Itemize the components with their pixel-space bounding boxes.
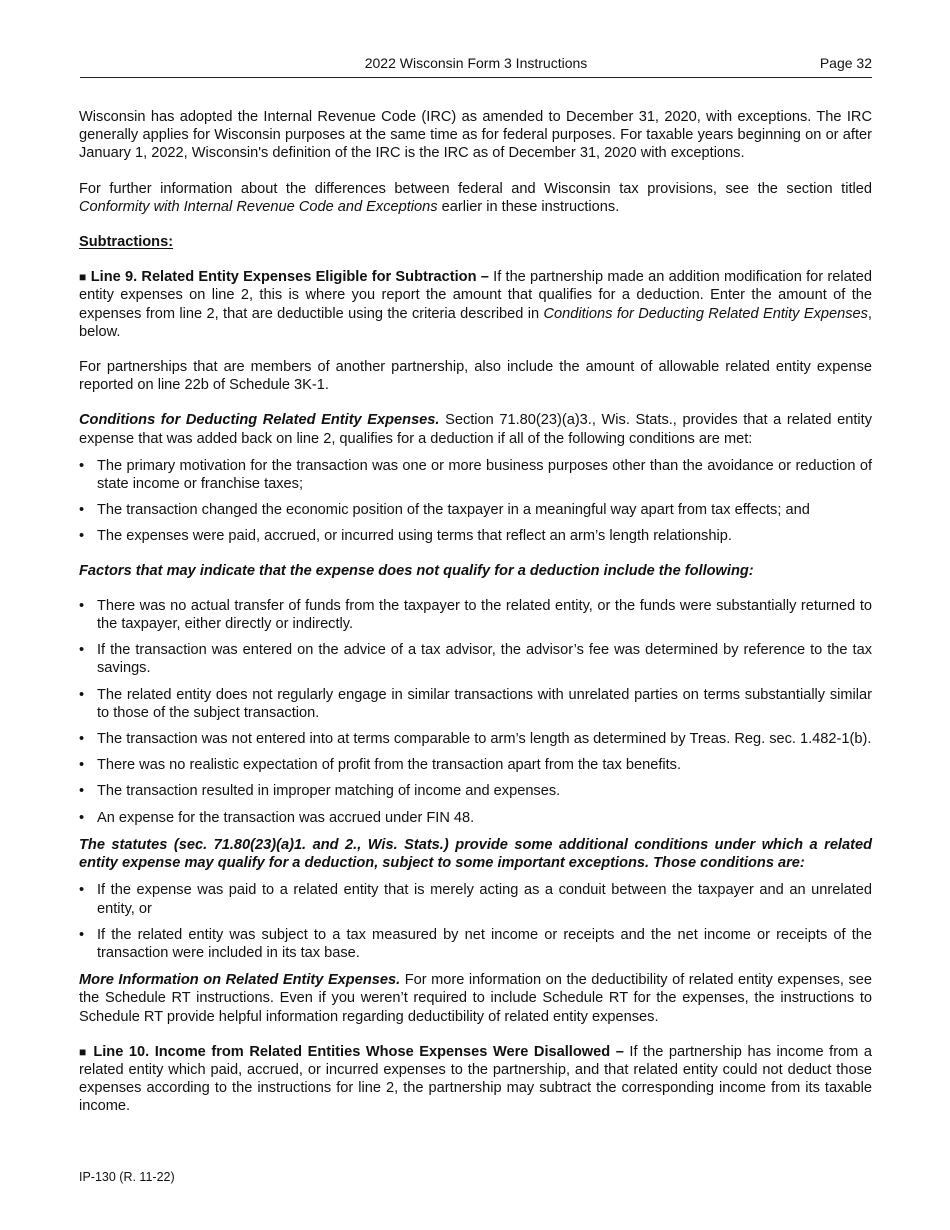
list-item: • If the expense was paid to a related entity that is merely acting as a conduit between the taxpayer and an unrelated entity, or [79,882,872,917]
conditions-reference: Conditions for Deducting Related Entity Expenses [543,305,868,322]
conditions-heading: Conditions for Deducting Related Entity Expenses. [79,412,440,429]
page-header [80,55,872,78]
square-bullet-icon: ■ [79,1044,88,1059]
line9-paragraph: ■ Line 9. Related Entity Expenses Eligible for Subtraction – If the partnership made an addition modification for related entity expenses on line 2, this is where you report the amount that qualifies for a deduction. Enter the amount of the expenses from line 2, that are deductible using the criteria described in Conditions for Deducting Related Entity Expenses, below. [79,269,872,340]
conditions-list [79,457,872,546]
bullet-icon: • [79,882,85,899]
more-info-heading: More Information on Related Entity Expenses. [79,972,401,989]
bullet-icon: • [79,457,85,474]
further-info-paragraph: For further information about the differences between federal and Wisconsin tax provisions, see the section titled Conformity with Internal Revenue Code and Exceptions earlier in these instructions. [79,180,872,215]
subtractions-heading: Subtractions: [79,234,174,251]
line10-paragraph: ■ Line 10. Income from Related Entities Whose Expenses Were Disallowed – If the partnership has income from a related entity which paid, accrued, or incurred expenses to the partnership, and that related entity could not deduct those expenses according to the instructions for line 2, the partnership may subtract the corresponding income from its taxable income. [79,1043,873,1115]
list-item: • There was no actual transfer of funds from the taxpayer to the related entity, or the funds were substantially returned to the taxpayer, either directly or indirectly. [79,597,872,633]
partnership-members-paragraph: For partnerships that are members of another partnership, also include the amount of allowable related entity expense reported on line 22b of Schedule 3K-1. [79,359,872,394]
bullet-icon: • [79,757,85,774]
list-item: • The expenses were paid, accrued, or incurred using terms that reflect an arm’s length relationship. [79,528,732,545]
document-title: 2022 Wisconsin Form 3 Instructions [364,55,588,71]
bullet-icon: • [79,809,85,826]
square-bullet-icon: ■ [79,270,87,285]
conformity-reference: Conformity with Internal Revenue Code and Exceptions [79,198,438,215]
factors-list [79,597,872,827]
list-item: • The transaction changed the economic position of the taxpayer in a meaningful way apart from tax effects; and [79,502,810,519]
line10-title: Line 10. Income from Related Entities Whose Expenses Were Disallowed – [93,1043,624,1060]
irc-paragraph: Wisconsin has adopted the Internal Revenue Code (IRC) as amended to December 31, 2020, with exceptions. The IRC generally applies for Wisconsin purposes at the same time as for federal purposes. For taxable years beginning on or after January 1, 2022, Wisconsin's definition of the IRC is the IRC as of December 31, 2020 with exceptions. [79,109,872,162]
list-item: • The related entity does not regularly engage in similar transactions with unrelated parties on terms substantially similar to those of the subject transaction. [79,686,872,721]
bullet-icon: • [79,926,85,943]
statutes-list [79,881,872,962]
page-content [79,108,872,1116]
list-item: • The transaction resulted in improper matching of income and expenses. [79,783,561,800]
page-number: Page 32 [819,55,872,71]
statutes-heading: The statutes (sec. 71.80(23)(a)1. and 2., Wis. Stats.) provide some additional conditions under which a related entity expense may qualify for a deduction, subject to some important exceptions. Those conditions are: [79,836,872,872]
bullet-icon: • [79,502,85,519]
list-item: • The transaction was not entered into at terms comparable to arm’s length as determined by Treas. Reg. sec. 1.482-1(b). [79,731,872,748]
list-item: • There was no realistic expectation of profit from the transaction apart from the tax benefits. [79,757,682,774]
list-item: • If the transaction was entered on the advice of a tax advisor, the advisor’s fee was determined by reference to the tax savings. [79,642,872,677]
bullet-icon: • [79,597,85,614]
list-item: • If the related entity was subject to a tax measured by net income or receipts and the net income or receipts of the transaction were included in its tax base. [79,926,872,961]
form-id-footer: IP-130 (R. 11-22) [79,1170,175,1184]
list-item: • An expense for the transaction was accrued under FIN 48. [79,809,475,826]
more-info-paragraph: More Information on Related Entity Expenses. For more information on the deductibility of related entity expenses, see the Schedule RT instructions. Even if you weren’t required to include Schedule RT for the expenses, the instructions to Schedule RT provide helpful information regarding deductibility of related entity expenses. [79,972,873,1025]
bullet-icon: • [79,642,85,659]
line9-title: Line 9. Related Entity Expenses Eligible for Subtraction – [90,269,489,286]
list-item: • The primary motivation for the transaction was one or more business purposes other than the avoidance or reduction of state income or franchise taxes; [79,457,872,493]
bullet-icon: • [79,528,85,545]
bullet-icon: • [79,731,85,748]
factors-heading: Factors that may indicate that the expense does not qualify for a deduction include the following: [79,562,754,579]
conditions-paragraph: Conditions for Deducting Related Entity Expenses. Section 71.80(23)(a)3., Wis. Stats., provides that a related entity expense that was added back on line 2, qualifies for a deduction if all of the following conditions are met: [79,412,872,447]
bullet-icon: • [79,686,85,703]
bullet-icon: • [79,783,85,800]
